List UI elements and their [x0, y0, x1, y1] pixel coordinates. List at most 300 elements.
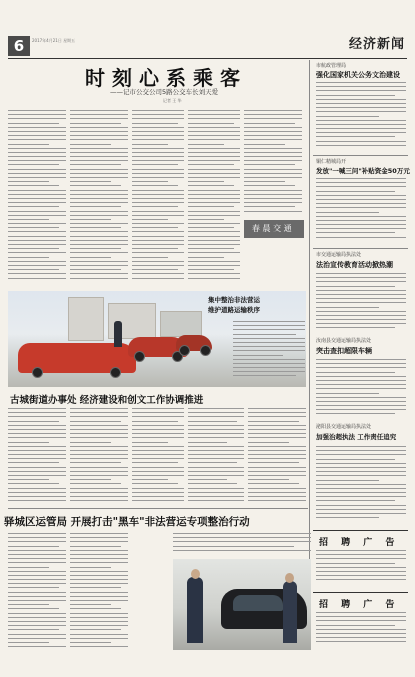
text-line — [70, 169, 128, 170]
text-line — [8, 257, 49, 258]
text-line — [70, 462, 121, 463]
text-line — [132, 194, 184, 195]
text-line — [244, 110, 302, 111]
text-line — [316, 625, 395, 626]
inspection-photo — [173, 559, 311, 650]
text-line — [132, 231, 184, 232]
text-line — [70, 110, 128, 111]
text-line — [244, 139, 302, 140]
text-line — [233, 334, 296, 335]
text-line — [8, 604, 49, 605]
text-line — [8, 227, 59, 228]
text-line — [248, 442, 289, 443]
text-line — [244, 173, 302, 174]
text-line — [8, 442, 49, 443]
text-line — [70, 173, 128, 174]
text-line — [316, 401, 406, 402]
text-line — [316, 277, 406, 278]
text-line — [316, 575, 406, 576]
text-line — [132, 454, 184, 455]
text-line — [70, 583, 128, 584]
mid-col-2 — [70, 408, 128, 506]
text-line — [8, 244, 66, 245]
text-line — [316, 327, 395, 328]
text-line — [188, 416, 244, 417]
text-line — [8, 541, 66, 542]
text-line — [8, 273, 66, 274]
text-line — [248, 450, 306, 451]
text-line — [244, 131, 302, 132]
text-line — [316, 82, 406, 83]
text-line — [132, 261, 184, 262]
text-line — [316, 128, 406, 129]
text-line — [70, 467, 128, 468]
text-line — [8, 600, 66, 601]
text-line — [8, 139, 66, 140]
text-line — [316, 136, 395, 137]
text-line — [8, 118, 66, 119]
text-line — [8, 425, 66, 426]
feature-col-3 — [132, 110, 184, 286]
edition-date: 2017年4月21日 星期五 — [32, 38, 76, 43]
text-line — [173, 546, 294, 547]
text-line — [8, 131, 66, 132]
text-line — [248, 500, 306, 501]
text-line — [188, 475, 244, 476]
text-line — [233, 350, 305, 351]
text-line — [132, 265, 184, 266]
text-line — [132, 131, 184, 132]
text-line — [316, 393, 379, 394]
text-line — [70, 496, 128, 497]
text-line — [8, 562, 66, 563]
right-body-5 — [316, 446, 406, 524]
text-line — [248, 437, 306, 438]
feature-col-2 — [70, 110, 128, 286]
text-line — [70, 613, 128, 614]
ad-divider-mid — [313, 592, 408, 593]
ad-body-2 — [316, 612, 406, 648]
text-line — [244, 169, 302, 170]
text-line — [316, 145, 406, 146]
text-line — [8, 437, 66, 438]
text-line — [8, 471, 66, 472]
text-line — [8, 194, 66, 195]
text-line — [316, 298, 406, 299]
text-line — [70, 562, 128, 563]
bottom-col-2 — [70, 533, 128, 653]
text-line — [132, 483, 178, 484]
text-line — [188, 257, 224, 258]
text-line — [188, 421, 237, 422]
text-line — [70, 533, 128, 534]
text-line — [70, 164, 121, 165]
text-line — [70, 429, 128, 430]
text-line — [132, 110, 184, 111]
text-line — [70, 475, 128, 476]
text-line — [316, 107, 406, 108]
text-line — [316, 454, 406, 455]
text-line — [70, 257, 111, 258]
right-body-1 — [316, 82, 406, 152]
text-line — [70, 123, 121, 124]
text-line — [248, 475, 306, 476]
text-line — [8, 492, 66, 493]
text-line — [70, 152, 128, 153]
text-line — [70, 127, 128, 128]
text-line — [8, 110, 66, 111]
text-line — [70, 227, 121, 228]
text-line — [70, 248, 121, 249]
text-line — [70, 181, 111, 182]
text-line — [233, 367, 305, 368]
text-line — [8, 429, 66, 430]
text-line — [188, 454, 244, 455]
text-line — [132, 169, 184, 170]
text-line — [132, 433, 184, 434]
text-line — [244, 148, 302, 149]
mid-col-5 — [248, 408, 306, 506]
mid-col-1 — [8, 408, 66, 506]
text-line — [316, 323, 406, 324]
text-line — [188, 412, 244, 413]
text-line — [316, 459, 395, 460]
text-line — [70, 483, 121, 484]
text-line — [244, 123, 295, 124]
right-divider-3 — [313, 248, 408, 249]
text-line — [8, 496, 66, 497]
text-line — [70, 458, 128, 459]
text-line — [316, 237, 406, 238]
text-line — [316, 505, 406, 506]
text-line — [188, 110, 240, 111]
text-line — [316, 488, 406, 489]
right-kicker-1: 市航政管理局 — [316, 63, 347, 69]
text-line — [8, 546, 59, 547]
text-line — [188, 127, 240, 128]
text-line — [188, 248, 234, 249]
text-line — [132, 181, 168, 182]
text-line — [70, 252, 128, 253]
text-line — [8, 587, 59, 588]
text-line — [132, 148, 184, 149]
text-line — [316, 475, 406, 476]
text-line — [132, 442, 168, 443]
text-line — [8, 252, 66, 253]
text-line — [233, 342, 305, 343]
text-line — [70, 433, 128, 434]
text-line — [244, 144, 285, 145]
text-line — [173, 550, 311, 551]
text-line — [132, 429, 184, 430]
right-divider-1 — [313, 155, 408, 156]
text-line — [70, 215, 128, 216]
text-line — [316, 103, 406, 104]
text-line — [8, 433, 66, 434]
text-line — [316, 367, 406, 368]
text-line — [70, 454, 128, 455]
text-line — [70, 579, 128, 580]
text-line — [248, 492, 306, 493]
text-line — [70, 206, 121, 207]
text-line — [70, 408, 128, 409]
text-line — [316, 579, 406, 580]
text-line — [188, 483, 237, 484]
text-line — [70, 541, 128, 542]
text-line — [70, 278, 128, 279]
text-line — [8, 152, 66, 153]
text-line — [248, 483, 299, 484]
text-line — [316, 228, 406, 229]
text-line — [8, 646, 66, 647]
text-line — [8, 533, 66, 534]
text-line — [8, 458, 66, 459]
text-line — [70, 634, 128, 635]
text-line — [8, 408, 66, 409]
text-line — [244, 156, 302, 157]
text-line — [70, 269, 121, 270]
text-line — [132, 223, 184, 224]
text-line — [8, 558, 66, 559]
text-line — [316, 405, 406, 406]
text-line — [132, 278, 184, 279]
text-line — [316, 195, 406, 196]
text-line — [8, 642, 49, 643]
photo-caption-line-1: 集中整治非法营运 — [208, 296, 260, 304]
text-line — [316, 517, 379, 518]
text-line — [132, 421, 178, 422]
text-line — [188, 261, 240, 262]
text-line — [316, 446, 406, 447]
text-line — [132, 273, 184, 274]
text-line — [316, 492, 406, 493]
text-line — [132, 488, 184, 489]
text-line — [188, 433, 244, 434]
text-line — [8, 634, 66, 635]
photo-main-caption — [208, 295, 260, 315]
text-line — [316, 302, 406, 303]
text-line — [8, 575, 66, 576]
text-line — [188, 118, 240, 119]
text-line — [244, 194, 302, 195]
text-line — [248, 425, 306, 426]
text-line — [132, 135, 184, 136]
text-line — [132, 492, 184, 493]
text-line — [132, 496, 184, 497]
text-line — [316, 471, 406, 472]
text-line — [233, 375, 296, 376]
mid-col-3 — [132, 408, 184, 506]
text-line — [248, 412, 306, 413]
text-line — [173, 541, 311, 542]
text-line — [70, 236, 128, 237]
text-line — [8, 462, 59, 463]
right-kicker-2: 铜仁精城局开 — [316, 159, 347, 165]
text-line — [8, 475, 66, 476]
text-line — [233, 329, 305, 330]
text-line — [8, 198, 66, 199]
text-line — [248, 462, 299, 463]
text-line — [8, 135, 66, 136]
text-line — [188, 190, 240, 191]
text-line — [316, 286, 395, 287]
text-line — [316, 116, 379, 117]
text-line — [316, 380, 406, 381]
text-line — [70, 261, 128, 262]
text-line — [70, 198, 128, 199]
text-line — [132, 479, 168, 480]
text-line — [188, 206, 234, 207]
text-line — [132, 462, 178, 463]
text-line — [132, 123, 178, 124]
text-line — [70, 265, 128, 266]
text-line — [70, 471, 128, 472]
text-line — [244, 190, 302, 191]
text-line — [132, 408, 184, 409]
text-line — [70, 546, 121, 547]
text-line — [132, 215, 184, 216]
text-line — [248, 416, 306, 417]
text-line — [8, 629, 59, 630]
text-line — [70, 446, 128, 447]
text-line — [316, 207, 406, 208]
text-line — [8, 579, 66, 580]
text-line — [8, 454, 66, 455]
text-line — [70, 135, 128, 136]
text-line — [8, 169, 66, 170]
text-line — [316, 384, 406, 385]
text-line — [70, 638, 128, 639]
text-line — [70, 450, 128, 451]
text-line — [70, 177, 128, 178]
text-line — [173, 533, 311, 534]
text-line — [316, 567, 406, 568]
text-line — [244, 114, 302, 115]
text-line — [316, 513, 406, 514]
text-line — [248, 433, 306, 434]
text-line — [316, 450, 406, 451]
text-line — [70, 500, 128, 501]
text-line — [70, 425, 128, 426]
text-line — [132, 450, 184, 451]
text-line — [244, 135, 302, 136]
right-kicker-5: 泌阳县交通运输局执法处 — [316, 424, 372, 430]
text-line — [8, 450, 66, 451]
text-line — [233, 355, 283, 356]
text-line — [244, 160, 302, 161]
text-line — [188, 194, 240, 195]
text-line — [188, 223, 240, 224]
text-line — [244, 177, 302, 178]
text-line — [188, 488, 244, 489]
text-line — [188, 479, 227, 480]
text-line — [248, 467, 306, 468]
text-line — [188, 139, 240, 140]
text-line — [233, 325, 305, 326]
text-line — [70, 219, 111, 220]
text-line — [188, 492, 244, 493]
mid-col-4 — [188, 408, 244, 506]
text-line — [316, 359, 406, 360]
text-line — [132, 252, 184, 253]
text-line — [70, 190, 128, 191]
text-line — [8, 479, 49, 480]
text-line — [8, 537, 66, 538]
text-line — [70, 488, 128, 489]
text-line — [316, 220, 406, 221]
text-line — [316, 315, 406, 316]
text-line — [316, 124, 406, 125]
text-line — [316, 463, 406, 464]
text-line — [248, 488, 306, 489]
text-line — [316, 178, 406, 179]
text-line — [316, 620, 406, 621]
text-line — [132, 164, 178, 165]
text-line — [188, 198, 240, 199]
text-line — [244, 198, 302, 199]
text-line — [244, 185, 295, 186]
right-title-4: 突击查扣超限车辆 — [316, 347, 372, 355]
text-line — [132, 211, 184, 212]
text-line — [8, 500, 66, 501]
mid-bottom-rule — [8, 508, 308, 509]
text-line — [132, 471, 184, 472]
text-line — [316, 509, 406, 510]
text-line — [316, 633, 406, 634]
text-line — [188, 450, 244, 451]
text-line — [70, 223, 128, 224]
text-line — [188, 500, 244, 501]
text-line — [70, 646, 128, 647]
text-line — [316, 372, 395, 373]
text-line — [316, 186, 406, 187]
text-line — [70, 139, 128, 140]
text-line — [70, 194, 128, 195]
text-line — [188, 211, 240, 212]
text-line — [188, 144, 224, 145]
text-line — [188, 181, 224, 182]
text-line — [132, 244, 184, 245]
text-line — [8, 148, 66, 149]
text-line — [188, 202, 240, 203]
text-line — [188, 215, 240, 216]
text-line — [248, 479, 289, 480]
text-line — [70, 244, 128, 245]
text-line — [70, 604, 111, 605]
text-line — [316, 120, 406, 121]
text-line — [316, 182, 406, 183]
text-line — [8, 190, 66, 191]
text-line — [248, 446, 306, 447]
text-line — [8, 127, 66, 128]
text-line — [316, 484, 406, 485]
text-line — [316, 132, 406, 133]
text-line — [188, 227, 234, 228]
text-line — [316, 273, 406, 274]
text-line — [233, 363, 305, 364]
text-line — [8, 211, 66, 212]
text-line — [316, 612, 406, 613]
text-line — [188, 173, 240, 174]
text-line — [70, 554, 128, 555]
text-line — [132, 139, 184, 140]
text-line — [70, 621, 128, 622]
text-line — [8, 261, 66, 262]
text-line — [132, 467, 184, 468]
text-line — [316, 307, 379, 308]
text-line — [70, 412, 128, 413]
ad-body-1 — [316, 550, 406, 586]
